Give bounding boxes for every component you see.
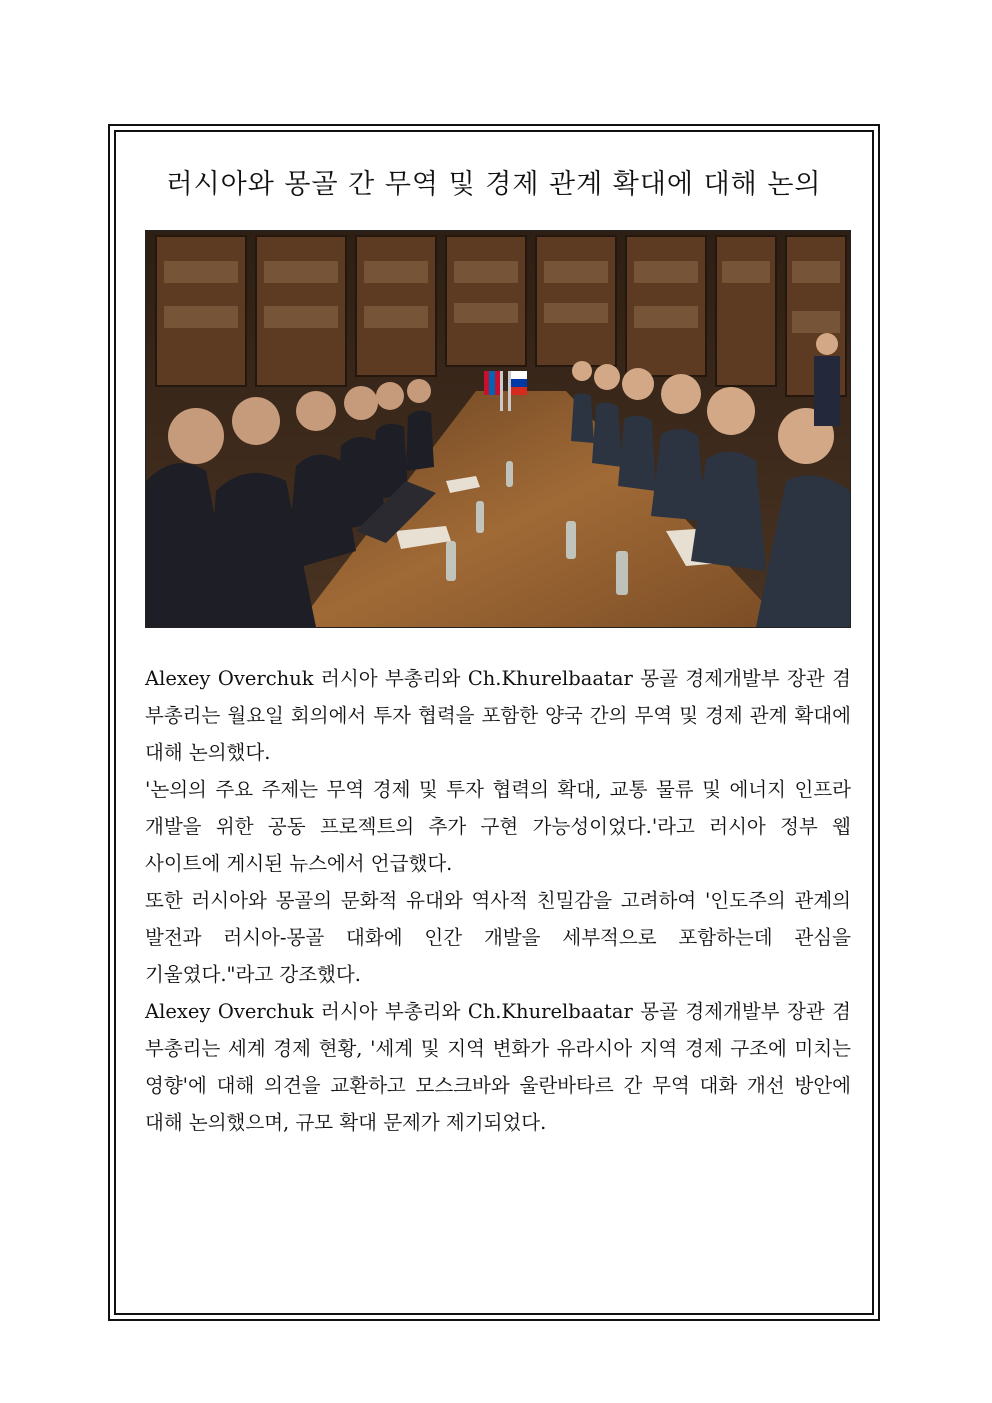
document-inner-border: [114, 130, 874, 1315]
article-title: 러시아와 몽골 간 무역 및 경제 관계 확대에 대해 논의: [166, 169, 822, 200]
article-body: [145, 660, 851, 1141]
meeting-photo: [145, 230, 851, 628]
article-paragraph-3: 또한 러시아와 몽골의 문화적 유대와 역사적 친밀감을 고려하여 '인도주의 관계의 발전과 러시아-몽골 대화에 인간 개발을 세부적으로 포함하는데 관심을 기울였다."라고 강조했다.: [145, 889, 851, 986]
document-frame: [108, 124, 880, 1321]
article-paragraph-4: Alexey Overchuk 러시아 부총리와 Ch.Khurelbaatar 몽골 경제개발부 장관 겸 부총리는 세계 경제 현황, '세계 및 지역 변화가 유라시아 지역 경제 구조에 미치는 영향'에 대해 의견을 교환하고 모스크바와 울란바타르 간 무역 대화 개선 방안에 대해 논의했으며, 규모 확대 문제가 제기되었다.: [145, 1000, 851, 1134]
meeting-photo-illustration: [146, 231, 850, 627]
article-paragraph-2: '논의의 주요 주제는 무역 경제 및 투자 협력의 확대, 교통 물류 및 에너지 인프라 개발을 위한 공동 프로젝트의 추가 구현 가능성이었다.'라고 러시아 정부 웹 사이트에 게시된 뉴스에서 언급했다.: [145, 778, 851, 875]
article-paragraph-1: Alexey Overchuk 러시아 부총리와 Ch.Khurelbaatar 몽골 경제개발부 장관 겸 부총리는 월요일 회의에서 투자 협력을 포함한 양국 간의 무역 및 경제 관계 확대에 대해 논의했다.: [145, 667, 851, 764]
